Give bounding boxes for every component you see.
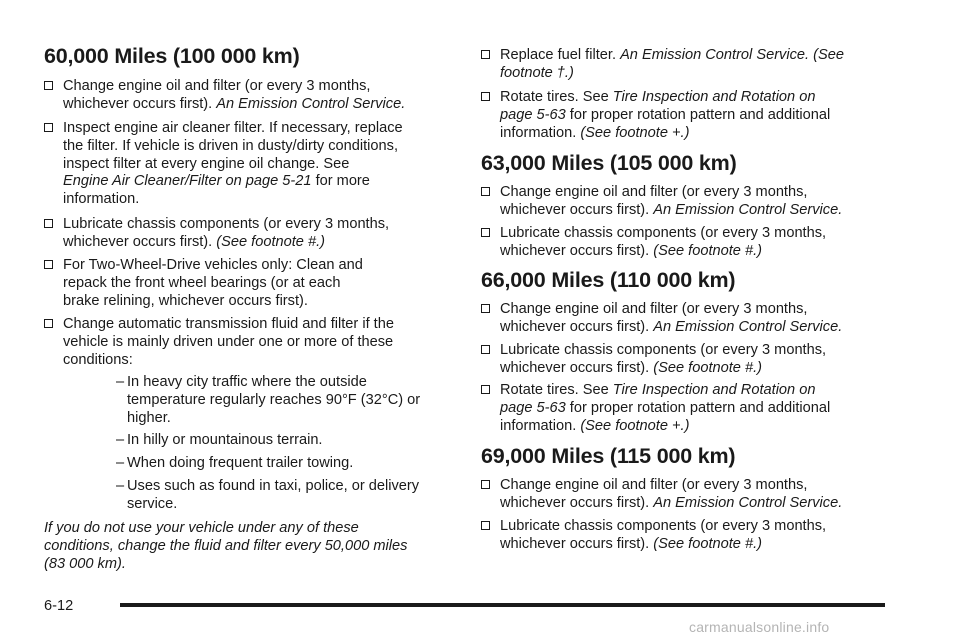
- section-heading-66000: 66,000 Miles (110 000 km): [481, 268, 736, 292]
- condition-item: – When doing frequent trailer towing.: [116, 455, 354, 471]
- list-item: Rotate tires. See Tire Inspection and Rotation on page 5-63 for proper rotation pattern and additional information. (See footnote +.): [481, 89, 830, 142]
- reference-link[interactable]: An Emission Control Service.: [216, 95, 406, 112]
- footnote-ref: (See footnote #.): [653, 359, 762, 376]
- list-item: For Two-Wheel-Drive vehicles only: Clean and repack the front wheel bearings (or at each brake relining, whichever occurs first).: [44, 257, 363, 310]
- list-item: Lubricate chassis components (or every 3 months, whichever occurs first). (See footnote #.): [44, 216, 389, 252]
- italic-note: If you do not use your vehicle under any of these conditions, change the fluid and filter every 50,000 miles (83 000 km).: [44, 520, 408, 572]
- reference-link[interactable]: An Emission Control Service.: [653, 201, 843, 218]
- reference-link[interactable]: Tire Inspection and Rotation on: [612, 89, 816, 105]
- list-item: Lubricate chassis components (or every 3 months, whichever occurs first). (See footnote #.): [481, 225, 826, 261]
- list-item: Change engine oil and filter (or every 3 months, whichever occurs first). An Emission Control Service.: [481, 184, 842, 220]
- list-item: Change engine oil and filter (or every 3 months, whichever occurs first). An Emission Control Service.: [481, 301, 842, 337]
- reference-link[interactable]: An Emission Control Service.: [653, 494, 843, 511]
- list-item: Lubricate chassis components (or every 3 months, whichever occurs first). (See footnote #.): [481, 518, 826, 554]
- list-item: Change engine oil and filter (or every 3 months, whichever occurs first). An Emission Control Service.: [44, 78, 405, 114]
- section-heading-69000: 69,000 Miles (115 000 km): [481, 444, 736, 468]
- footnote-ref: (See footnote #.): [653, 242, 762, 259]
- list-item: Change engine oil and filter (or every 3 months, whichever occurs first). An Emission Control Service.: [481, 477, 842, 513]
- checkbox-icon: [44, 319, 53, 328]
- list-item: Replace fuel filter. An Emission Control Service. (See footnote †.): [481, 47, 844, 83]
- footnote-ref: footnote †.): [500, 64, 574, 81]
- condition-item: – Uses such as found in taxi, police, or delivery service.: [116, 478, 420, 512]
- reference-link[interactable]: page 5-63: [500, 106, 566, 123]
- condition-item: – In heavy city traffic where the outside temperature regularly reaches 90°F (32°C) or higher.: [116, 374, 421, 426]
- section-heading-60000: 60,000 Miles (100 000 km): [44, 44, 300, 68]
- list-item: Rotate tires. See Tire Inspection and Rotation on page 5-63 for proper rotation pattern and additional information. (See footnote +.): [481, 382, 830, 435]
- checkbox-icon: [44, 123, 53, 132]
- page-number: 6-12: [44, 598, 74, 614]
- checkbox-icon: [481, 345, 490, 354]
- footnote-ref: (See footnote +.): [580, 124, 690, 141]
- checkbox-icon: [481, 304, 490, 313]
- condition-item: – In hilly or mountainous terrain.: [116, 432, 323, 448]
- list-item: Lubricate chassis components (or every 3 months, whichever occurs first). (See footnote #.): [481, 342, 826, 378]
- list-item: Change automatic transmission fluid and filter if the vehicle is mainly driven under one or more of these conditions:: [44, 316, 394, 369]
- checkbox-icon: [481, 385, 490, 394]
- reference-link[interactable]: Tire Inspection and Rotation on: [612, 382, 816, 398]
- list-item: Inspect engine air cleaner filter. If necessary, replace the filter. If vehicle is driven in dusty/dirty conditions, inspect filter at every engine oil change. See Engine Air Cleaner/Filter on page 5-21 for more information.: [44, 120, 403, 209]
- checkbox-icon: [481, 92, 490, 101]
- checkbox-icon: [44, 219, 53, 228]
- checkbox-icon: [481, 228, 490, 237]
- footnote-ref: (See footnote +.): [580, 417, 690, 434]
- watermark: carmanualsonline.info: [689, 619, 830, 635]
- reference-link[interactable]: Engine Air Cleaner/Filter on page 5-21: [63, 173, 312, 190]
- checkbox-icon: [481, 187, 490, 196]
- checkbox-icon: [481, 50, 490, 59]
- checkbox-icon: [481, 521, 490, 530]
- checkbox-icon: [481, 480, 490, 489]
- checkbox-icon: [44, 81, 53, 90]
- footnote-ref: (See footnote #.): [216, 233, 325, 250]
- reference-link[interactable]: An Emission Control Service.: [653, 318, 843, 335]
- reference-link[interactable]: An Emission Control Service. (See: [620, 47, 844, 63]
- reference-link[interactable]: page 5-63: [500, 399, 566, 416]
- footer-divider: [120, 603, 885, 607]
- footnote-ref: (See footnote #.): [653, 535, 762, 552]
- checkbox-icon: [44, 260, 53, 269]
- section-heading-63000: 63,000 Miles (105 000 km): [481, 151, 737, 175]
